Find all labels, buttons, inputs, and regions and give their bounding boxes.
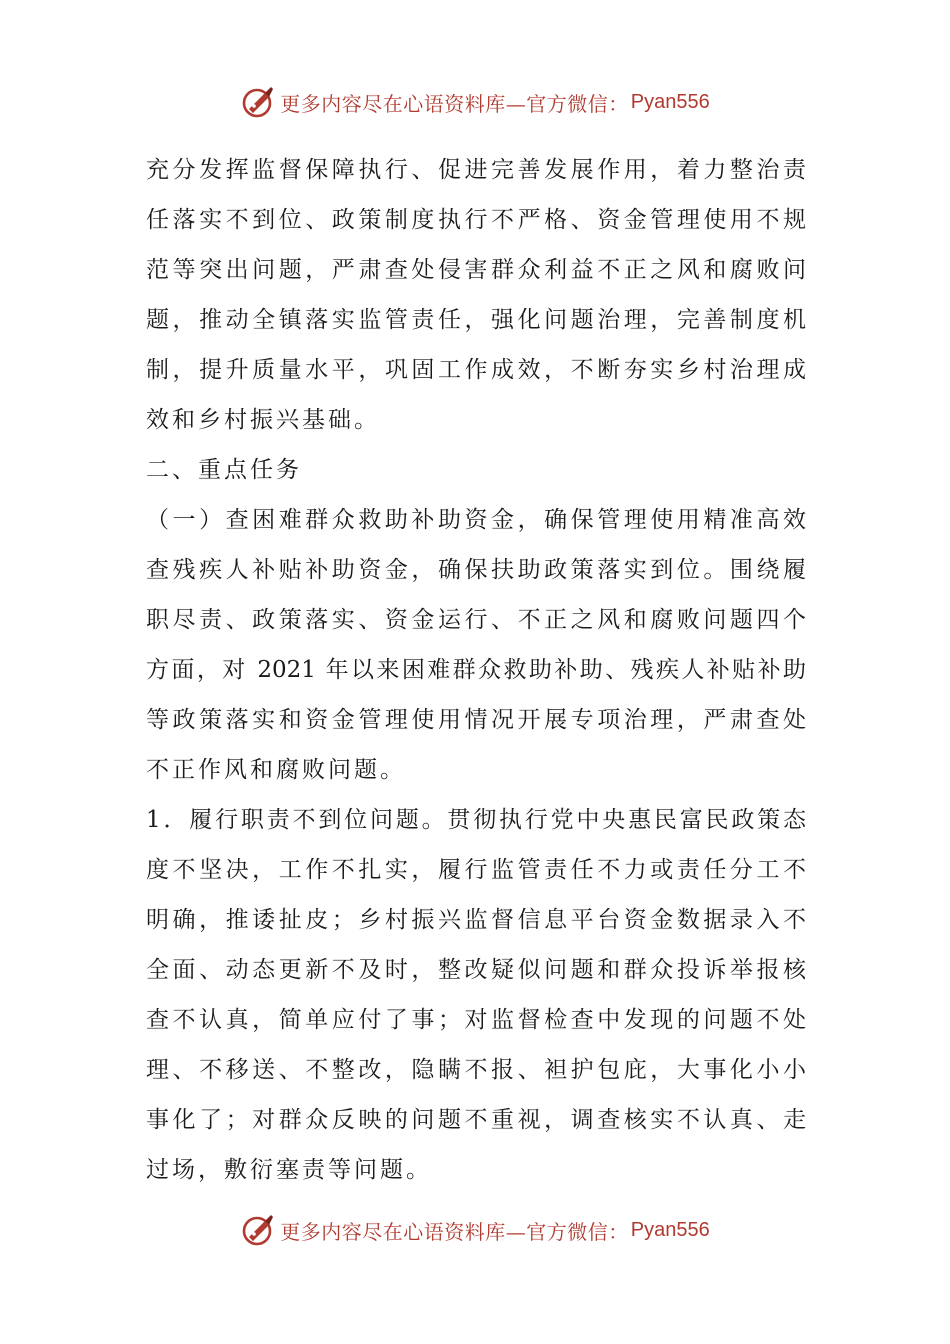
footer-watermark-banner	[0, 1208, 950, 1252]
banner-text: 更多内容尽在心语资料库—官方微信：	[280, 91, 629, 116]
paragraph-line: 效和乡村振兴基础。	[146, 407, 380, 433]
paragraph-line: 等政策落实和资金管理使用情况开展专项治理，严肃查处	[146, 707, 806, 733]
paragraph-line: 过场，敷衍塞责等问题。	[146, 1157, 432, 1183]
paragraph-line: 查不认真，简单应付了事；对监督检查中发现的问题不处	[146, 1007, 806, 1033]
banner-text: 更多内容尽在心语资料库—官方微信：	[280, 1219, 629, 1244]
paragraph-line: 明确，推诿扯皮；乡村振兴监督信息平台资金数据录入不	[146, 907, 806, 933]
paragraph-line: 全面、动态更新不及时，整改疑似问题和群众投诉举报核	[146, 957, 806, 983]
paragraph-line: 理、不移送、不整改，隐瞒不报、袒护包庇，大事化小小	[146, 1057, 806, 1083]
document-body	[146, 145, 806, 1195]
subsection-heading: （一）查困难群众救助补助资金，确保管理使用精准高效	[146, 507, 806, 533]
paragraph-line: 职尽责、政策落实、资金运行、不正之风和腐败问题四个	[146, 607, 806, 633]
paragraph-line: 制，提升质量水平，巩固工作成效，不断夯实乡村治理成	[146, 357, 806, 383]
paragraph-line: 查残疾人补贴补助资金，确保扶助政策落实到位。围绕履	[146, 557, 806, 583]
section-heading: 二、重点任务	[146, 457, 302, 483]
pen-nib-icon	[240, 1212, 276, 1248]
paragraph-line: 度不坚决，工作不扎实，履行监管责任不力或责任分工不	[146, 857, 806, 883]
paragraph-line: 范等突出问题，严肃查处侵害群众利益不正之风和腐败问	[146, 257, 806, 283]
paragraph-line: 方面，对 2021 年以来困难群众救助补助、残疾人补贴补助	[146, 657, 806, 683]
paragraph-line: 任落实不到位、政策制度执行不严格、资金管理使用不规	[146, 207, 806, 233]
paragraph-line: 不正作风和腐败问题。	[146, 757, 406, 783]
banner-wechat-id: Pyan556	[630, 1218, 710, 1241]
list-item-heading: 1．履行职责不到位问题。贯彻执行党中央惠民富民政策态	[146, 807, 806, 833]
paragraph-line: 事化了；对群众反映的问题不重视，调查核实不认真、走	[146, 1107, 806, 1133]
paragraph-line: 题，推动全镇落实监管责任，强化问题治理，完善制度机	[146, 307, 806, 333]
pen-nib-icon	[240, 84, 276, 120]
paragraph-line: 充分发挥监督保障执行、促进完善发展作用，着力整治责	[146, 157, 806, 183]
banner-wechat-id: Pyan556	[630, 90, 710, 113]
header-watermark-banner	[0, 80, 950, 124]
